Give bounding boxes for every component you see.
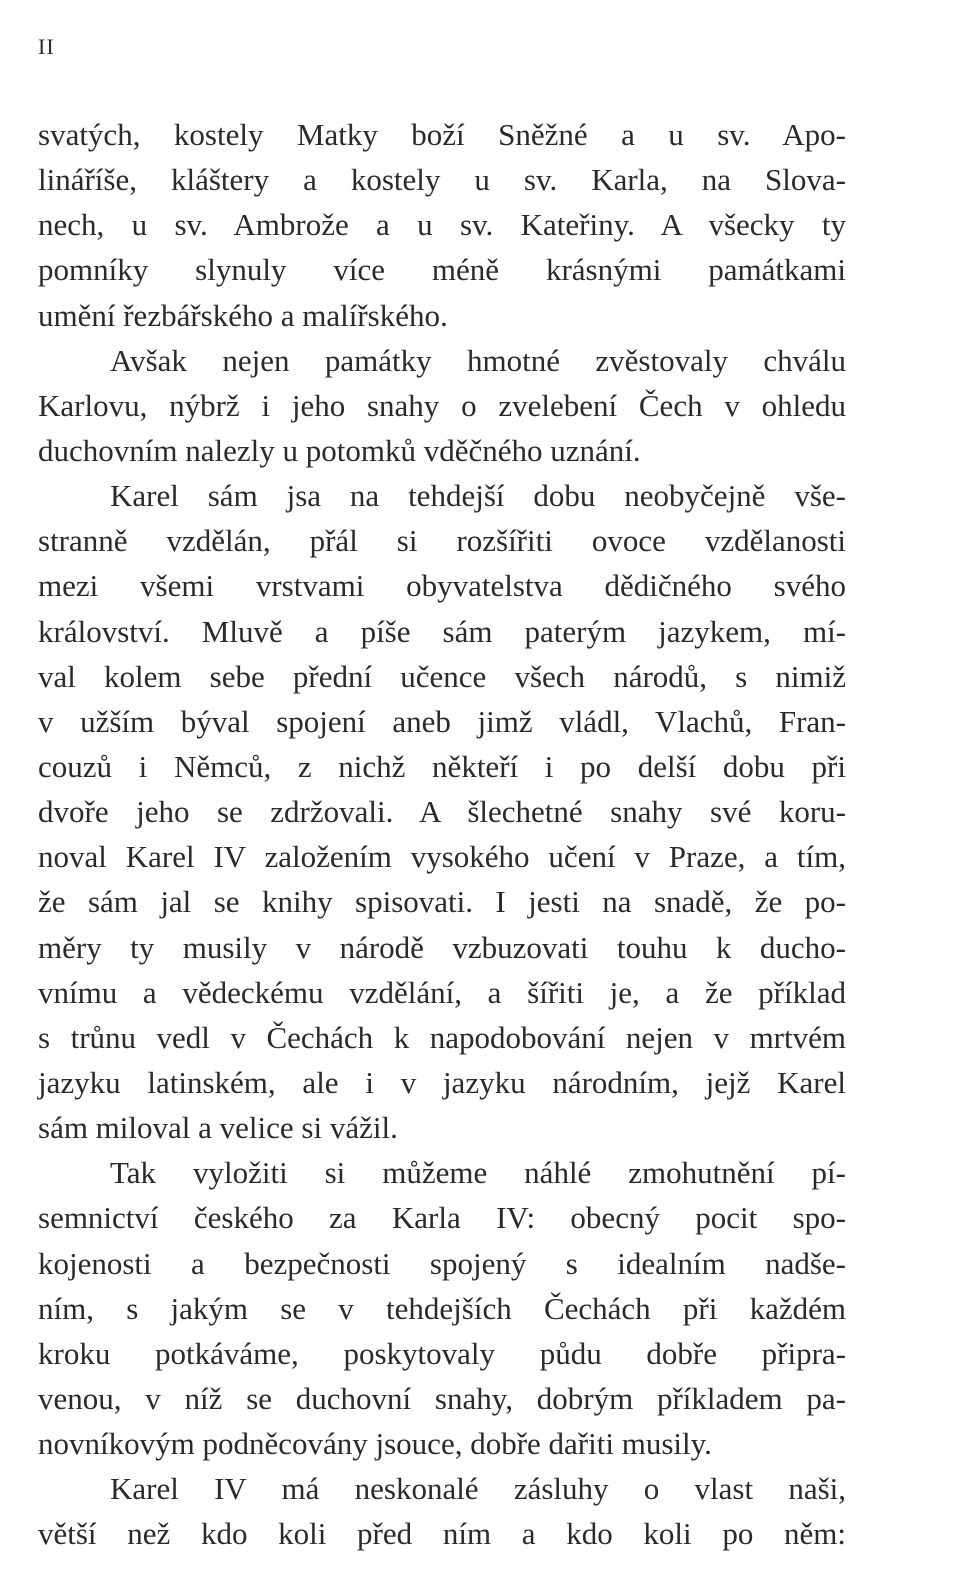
text-line: dvoře jeho se zdržovali. A šlechetné snahy své koru-	[38, 794, 846, 830]
text-line: sám miloval a velice si vážil.	[38, 1110, 398, 1146]
text-line: že sám jal se knihy spisovati. I jesti na snadě, že po-	[38, 884, 846, 920]
body-text	[38, 112, 846, 1557]
text-line: větší než kdo koli před ním a kdo koli po něm:	[38, 1516, 846, 1552]
text-line: jazyku latinském, ale i v jazyku národním, jejž Karel	[38, 1064, 846, 1100]
text-line: stranně vzdělán, přál si rozšířiti ovoce vzdělanosti	[38, 523, 846, 559]
text-line: měry ty musily v národě vzbuzovati touhu k ducho-	[38, 929, 846, 965]
text-line: vnímu a vědeckému vzdělání, a šířiti je, a že příklad	[38, 974, 846, 1010]
text-line: lináříše, kláštery a kostely u sv. Karla, na Slova-	[38, 162, 846, 198]
text-line: Karel sám jsa na tehdejší dobu neobyčejně vše-	[110, 478, 846, 514]
text-line: s trůnu vedl v Čechách k napodobování nejen v mrtvém	[38, 1019, 846, 1055]
text-line: kojenosti a bezpečnosti spojený s idealním nadše-	[38, 1245, 846, 1281]
text-line: noval Karel IV založením vysokého učení v Praze, a tím,	[38, 839, 846, 875]
text-line: v užším býval spojení aneb jimž vládl, Vlachů, Fran-	[38, 703, 846, 739]
text-line: novníkovým podněcovány jsouce, dobře dařiti musily.	[38, 1426, 712, 1462]
page-number: II	[38, 34, 55, 59]
text-line: nech, u sv. Ambrože a u sv. Kateřiny. A všecky ty	[38, 207, 846, 243]
text-line: duchovním nalezly u potomků vděčného uznání.	[38, 432, 641, 468]
text-line: kroku potkáváme, poskytovaly půdu dobře připra-	[38, 1335, 846, 1371]
text-line: Avšak nejen památky hmotné zvěstovaly chválu	[110, 342, 846, 378]
text-line: ním, s jakým se v tehdejších Čechách při každém	[38, 1290, 846, 1326]
text-line: království. Mluvě a píše sám paterým jazykem, mí-	[38, 613, 846, 649]
text-line: mezi všemi vrstvami obyvatelstva dědičného svého	[38, 568, 846, 604]
text-line: venou, v níž se duchovní snahy, dobrým příkladem pa-	[38, 1380, 846, 1416]
text-line: val kolem sebe přední učence všech národů, s nimiž	[38, 658, 846, 694]
text-line: Karel IV má neskonalé zásluhy o vlast naši,	[110, 1471, 846, 1507]
text-line: Karlovu, nýbrž i jeho snahy o zvelebení Čech v ohledu	[38, 387, 846, 423]
text-line: Tak vyložiti si můžeme náhlé zmohutnění pí-	[110, 1155, 846, 1191]
text-line: pomníky slynuly více méně krásnými památkami	[38, 252, 846, 288]
text-line: umění řezbářského a malířského.	[38, 297, 448, 333]
text-line: svatých, kostely Matky boží Sněžné a u sv. Apo-	[38, 117, 846, 152]
text-line: couzů i Němců, z nichž někteří i po delší dobu při	[38, 748, 846, 784]
text-line: semnictví českého za Karla IV: obecný pocit spo-	[38, 1200, 846, 1236]
